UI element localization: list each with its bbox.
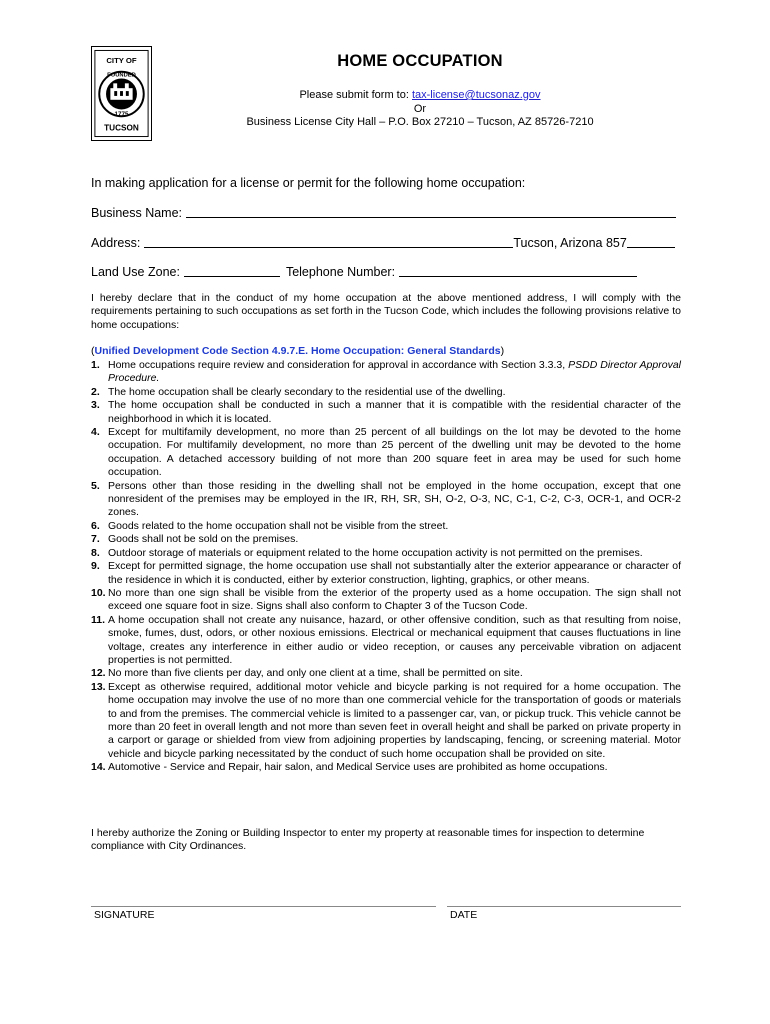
list-item-number: 6. [91, 519, 100, 532]
or-text: Or [413, 103, 427, 115]
list-item-number: 14. [91, 761, 106, 774]
list-item-number: 12. [91, 667, 106, 680]
telephone-label: Telephone Number: [285, 265, 396, 279]
list-item-number: 8. [91, 546, 100, 559]
list-item-text: No more than five clients per day, and only one client at a time, shall be permitted on site. [108, 667, 523, 680]
address-row [91, 235, 681, 250]
standards-heading [91, 345, 504, 357]
mail-address: Business License City Hall – P.O. Box 27210 – Tucson, AZ 85726-7210 [246, 116, 594, 128]
submit-instructions [250, 89, 590, 101]
list-item-number: 13. [91, 680, 106, 693]
signature-label: SIGNATURE [94, 909, 155, 921]
list-item-text: Automotive - Service and Repair, hair salon, and Medical Service uses are prohibited as home occupations. [108, 761, 608, 774]
list-item-text: Except for multifamily development, no more than 25 percent of all buildings on the lot may be devoted to the home occupation. For multifamily development, no more than 25 percent of the dwelling unit may be devoted to the home occupation. A detached accessory building of not more than 200 square feet in area may be used for such home occupation. [108, 426, 681, 479]
list-item-tail: . [156, 372, 160, 385]
business-name-row [91, 205, 681, 220]
list-item-text: Home occupations require review and consideration for approval in accordance with Section 3.3.3, [108, 359, 569, 371]
address-field[interactable] [144, 235, 513, 248]
land-use-field[interactable] [184, 264, 280, 277]
list-item-number: 9. [91, 560, 100, 573]
list-item-number: 4. [91, 426, 100, 439]
list-item [91, 480, 681, 520]
declaration-text: I hereby declare that in the conduct of my home occupation at the above mentioned address, I will comply with the requirements pertaining to such occupations as set forth in the Tucson Code, which includes the following provisions relative to home occupations: [91, 292, 681, 331]
list-item-text: Persons other than those residing in the dwelling shall not be employed in the home occupation, except that one nonresident of the premises may be employed in the IR, RH, SR, SH, O-2, O-3, NC, C-1, C-2, C-3, OCR-1, and OCR-2 zones. [108, 479, 681, 519]
list-item [91, 359, 681, 386]
list-item-text: Except for permitted signage, the home occupation use shall not substantially alter the exterior appearance or character of the residence in which it is conducted, either by exterior construction, lighting, graphics, or other means. [108, 560, 681, 586]
list-item-text: The home occupation shall be clearly secondary to the residential use of the dwelling. [108, 385, 506, 398]
application-intro: In making application for a license or permit for the following home occupation: [91, 176, 526, 190]
list-item [91, 761, 681, 774]
list-item-text: Outdoor storage of materials or equipment related to the home occupation activity is not permitted on the premises. [108, 546, 643, 559]
business-name-label: Business Name: [91, 206, 183, 220]
list-item-number: 11. [91, 613, 106, 626]
list-item-text: Goods related to the home occupation shall not be visible from the street. [108, 519, 449, 532]
list-item-text: No more than one sign shall be visible from the exterior of the property used as a home occupation. The sign shall not exceed one square foot in size. Signs shall also conform to Chapter 3 of the Tucson Code. [108, 586, 681, 613]
list-item [91, 681, 681, 761]
list-item [91, 667, 681, 680]
list-item [91, 560, 681, 587]
list-item-text: The home occupation shall be conducted in such a manner that it is compatible with the residential character of the neighborhood in which it is located. [108, 399, 681, 425]
address-label: Address: [91, 236, 141, 250]
list-item-number: 3. [91, 399, 100, 412]
zip-field[interactable] [627, 235, 675, 248]
list-item-text: A home occupation shall not create any nuisance, hazard, or other offensive condition, such as that resulting from noise, smoke, fumes, dust, odors, or other noxious emissions. Electrical or mechanical equipment that causes fluctuations in line voltage, creates any interference in either audio or video reception, or causes any perceivable vibration on adjacent properties is not permitted. [108, 613, 681, 666]
list-item-text: Goods shall not be sold on the premises. [108, 533, 299, 546]
page-title: HOME OCCUPATION [337, 52, 503, 70]
signature-line[interactable] [91, 906, 436, 907]
date-label: DATE [450, 909, 478, 921]
list-item-number: 10. [91, 586, 106, 599]
list-item-text: Except as otherwise required, additional motor vehicle and bicycle parking is not required for a home occupation. The home occupation may involve the use of no more than one commercial vehicle for the transportation of goods or materials to and from the premises. The commercial vehicle is limited to a passenger car, van, or pickup truck. This vehicle cannot be more than 20 feet in overall length and not more than seven feet in overall height and shall be parked on private property in a carport or garage or shielded from view from adjoining properties by landscaping, fencing, or screening material. Motor vehicle and bicycle parking necessitated by the conduct of such home occupation shall be provided on site. [108, 680, 681, 760]
list-item [91, 399, 681, 426]
list-item-number: 7. [91, 533, 100, 546]
city-of-tucson-logo [91, 46, 152, 141]
logo-top-text: CITY OF [106, 56, 137, 66]
standards-list [91, 359, 681, 775]
logo-founded-text: FOUNDED [107, 72, 136, 79]
land-use-label: Land Use Zone: [91, 265, 180, 279]
list-item [91, 426, 681, 480]
authorization-text: I hereby authorize the Zoning or Building Inspector to enter my property at reasonable times for inspection to determine compliance with City Ordinances. [91, 827, 645, 853]
paren-close: ) [500, 345, 505, 357]
list-item [91, 520, 681, 533]
date-line[interactable] [447, 906, 681, 907]
udc-standards-link[interactable]: Unified Development Code Section 4.9.7.E. Home Occupation: General Standards [94, 345, 501, 357]
logo-year-text: 1775 [114, 111, 129, 119]
business-name-field[interactable] [186, 205, 676, 218]
list-item [91, 386, 681, 399]
list-item [91, 547, 681, 560]
list-item-number: 5. [91, 479, 100, 492]
email-link[interactable]: tax-license@tucsonaz.gov [411, 89, 541, 101]
city-state-label: Tucson, Arizona 857 [513, 236, 627, 250]
list-item [91, 533, 681, 546]
telephone-field[interactable] [399, 264, 637, 277]
logo-bottom-text: TUCSON [104, 123, 139, 133]
list-item [91, 587, 681, 614]
submit-prefix: Please submit form to: [299, 89, 409, 101]
list-item [91, 614, 681, 668]
list-item-italic: PSDD Director Approval Procedure [108, 359, 681, 385]
list-item-number: 2. [91, 385, 100, 398]
list-item-number: 1. [91, 359, 100, 371]
land-use-row [91, 264, 681, 279]
paren-open: ( [91, 345, 95, 357]
